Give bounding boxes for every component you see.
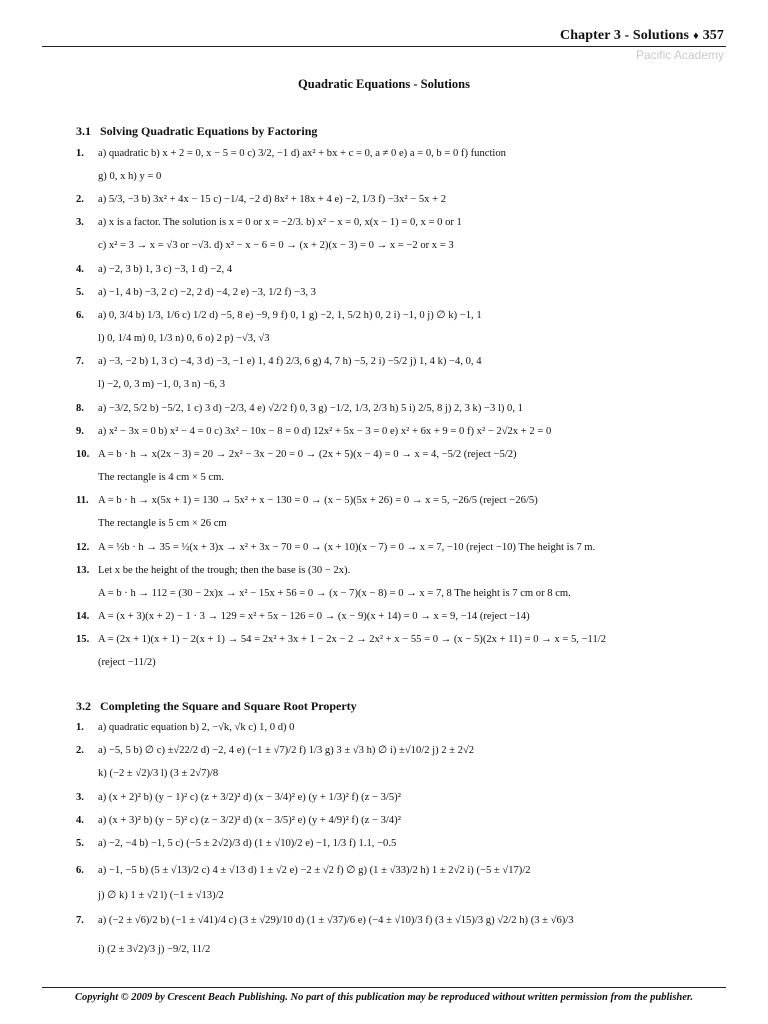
answer-text: The rectangle is 4 cm × 5 cm. <box>98 472 224 483</box>
answer-text: g) 0, x h) y = 0 <box>98 171 162 182</box>
question-number: 7. <box>76 356 84 367</box>
section-heading <box>76 124 317 139</box>
answer-text: a) (x + 2)² b) (y − 1)² c) (z + 3/2)² d) (x − 3/4)² e) (y + 1/3)² f) (z − 3/5)² <box>98 792 401 803</box>
answer-text: a) −2, −4 b) −1, 5 c) (−5 ± 2√2)/3 d) (1 ± √10)/2 e) −1, 1/3 f) 1.1, −0.5 <box>98 838 397 849</box>
question-line <box>76 541 728 555</box>
question-number: 1. <box>76 148 84 159</box>
header-divider <box>42 46 726 47</box>
answer-text: k) (−2 ± √2)/3 l) (3 ± 2√7)/8 <box>98 768 219 779</box>
answer-text: a) −1, −5 b) (5 ± √13)/2 c) 4 ± √13 d) 1 ± √2 e) −2 ± √2 f) ∅ g) (1 ± √33)/2 h) 1 ± 2√2 i) (−5 ± √17)/2 <box>98 865 531 876</box>
question-line <box>76 448 728 462</box>
document-title: Quadratic Equations - Solutions <box>298 77 470 91</box>
answer-text: a) 0, 3/4 b) 1/3, 1/6 c) 1/2 d) −5, 8 e) −9, 9 f) 0, 1 g) −2, 1, 5/2 h) 0, 2 i) −1, 0 j) ∅ k) −1, 1 <box>98 310 482 321</box>
footer-divider <box>42 987 726 988</box>
continuation-line <box>76 889 728 903</box>
question-number: 4. <box>76 815 84 826</box>
question-number: 14. <box>76 611 90 622</box>
question-number: 13. <box>76 565 90 576</box>
diamond-icon: ♦ <box>693 30 699 42</box>
answer-text: i) (2 ± 3√2)/3 j) −9/2, 11/2 <box>98 944 211 955</box>
answer-text: A = b · h → x(2x − 3) = 20 → 2x² − 3x − 20 = 0 → (2x + 5)(x − 4) = 0 → x = 4, −5/2 (reject −5/2) <box>98 449 517 460</box>
question-number: 2. <box>76 745 84 756</box>
question-number: 5. <box>76 838 84 849</box>
question-line <box>76 791 728 805</box>
question-line <box>76 263 728 277</box>
section-heading <box>76 699 357 714</box>
answer-text: A = b · h → 112 = (30 − 2x)x → x² − 15x + 56 = 0 → (x − 7)(x − 8) = 0 → x = 7, 8 The height is 7 cm or 8 cm. <box>98 588 571 599</box>
continuation-line <box>76 517 728 531</box>
continuation-line <box>76 471 728 485</box>
answer-text: A = (2x + 1)(x + 1) − 2(x + 1) → 54 = 2x² + 3x + 1 − 2x − 2 → 2x² + x − 55 = 0 → (x − 5)(2x + 11) = 0 → x = 5, −11/2 <box>98 634 606 645</box>
answer-text: A = ½b · h → 35 = ½(x + 3)x → x² + 3x − 70 = 0 → (x + 10)(x − 7) = 0 → x = 7, −10 (reject −10) The height is 7 m. <box>98 542 596 553</box>
question-number: 8. <box>76 403 84 414</box>
question-line <box>76 864 728 878</box>
question-line <box>76 914 728 928</box>
answer-text: a) −3, −2 b) 1, 3 c) −4, 3 d) −3, −1 e) 1, 4 f) 2/3, 6 g) 4, 7 h) −5, 2 i) −5/2 j) 1, 4 k) −4, 0, 4 <box>98 356 482 367</box>
continuation-line <box>76 332 728 346</box>
answer-text: a) quadratic b) x + 2 = 0, x − 5 = 0 c) 3/2, −1 d) ax² + bx + c = 0, a ≠ 0 e) a = 0, b = 0 f) function <box>98 148 506 159</box>
answer-text: l) −2, 0, 3 m) −1, 0, 3 n) −6, 3 <box>98 379 226 390</box>
watermark: Pacific Academy <box>635 48 724 62</box>
answer-text: a) (x + 3)² b) (y − 5)² c) (z − 3/2)² d) (x − 3/5)² e) (y + 4/9)² f) (z − 3/4)² <box>98 815 401 826</box>
answer-text: a) quadratic equation b) 2, −√k, √k c) 1, 0 d) 0 <box>98 722 295 733</box>
answer-text: The rectangle is 5 cm × 26 cm <box>98 518 227 529</box>
question-number: 11. <box>76 495 89 506</box>
question-number: 10. <box>76 449 90 460</box>
question-number: 7. <box>76 915 84 926</box>
question-number: 15. <box>76 634 90 645</box>
question-line <box>76 744 728 758</box>
continuation-line <box>76 943 728 957</box>
question-number: 3. <box>76 217 84 228</box>
answer-text: A = b · h → x(5x + 1) = 130 → 5x² + x − 130 = 0 → (x − 5)(5x + 26) = 0 → x = 5, −26/5 (reject −26/5) <box>98 495 538 506</box>
question-number: 2. <box>76 194 84 205</box>
question-line <box>76 814 728 828</box>
question-number: 1. <box>76 722 84 733</box>
section-number: 3.1 <box>76 124 91 138</box>
section-number: 3.2 <box>76 699 91 713</box>
continuation-line <box>76 239 728 253</box>
section-title: Completing the Square and Square Root Property <box>100 699 357 713</box>
question-line <box>76 216 728 230</box>
continuation-line <box>76 170 728 184</box>
question-number: 4. <box>76 264 84 275</box>
answer-text: (reject −11/2) <box>98 657 156 668</box>
question-line <box>76 425 728 439</box>
question-number: 12. <box>76 542 90 553</box>
continuation-line <box>76 767 728 781</box>
answer-text: a) −1, 4 b) −3, 2 c) −2, 2 d) −4, 2 e) −3, 1/2 f) −3, 3 <box>98 287 316 298</box>
page-header <box>560 26 724 44</box>
question-number: 3. <box>76 792 84 803</box>
answer-text: c) x² = 3 → x = √3 or −√3. d) x² − x − 6 = 0 → (x + 2)(x − 3) = 0 → x = −2 or x = 3 <box>98 240 454 251</box>
question-line <box>76 721 728 735</box>
question-number: 6. <box>76 865 84 876</box>
answer-text: a) 5/3, −3 b) 3x² + 4x − 15 c) −1/4, −2 d) 8x² + 18x + 4 e) −2, 1/3 f) −3x² − 5x + 2 <box>98 194 446 205</box>
answer-text: a) x is a factor. The solution is x = 0 or x = −2/3. b) x² − x = 0, x(x − 1) = 0, x = 0 or 1 <box>98 217 462 228</box>
continuation-line <box>76 378 728 392</box>
question-line <box>76 494 728 508</box>
continuation-line <box>76 587 728 601</box>
question-number: 9. <box>76 426 84 437</box>
answer-text: a) x² − 3x = 0 b) x² − 4 = 0 c) 3x² − 10x − 8 = 0 d) 12x² + 5x − 3 = 0 e) x² + 6x + 9 = 0 f) x² − 2√2x + 2 = 0 <box>98 426 552 437</box>
answer-text: a) (−2 ± √6)/2 b) (−1 ± √41)/4 c) (3 ± √29)/10 d) (1 ± √37)/6 e) (−4 ± √10)/3 f) (3 ± √15)/3 g) √2/2 h) (3 ± √6)/3 <box>98 915 574 926</box>
answer-text: a) −3/2, 5/2 b) −5/2, 1 c) 3 d) −2/3, 4 e) √2/2 f) 0, 3 g) −1/2, 1/3, 2/3 h) 5 i) 2/5, 8 j) 2, 3 k) −3 l) 0, 1 <box>98 403 523 414</box>
question-line <box>76 837 728 851</box>
answer-text: Let x be the height of the trough; then the base is (30 − 2x). <box>98 565 351 576</box>
copyright-footer: Copyright © 2009 by Crescent Beach Publishing. No part of this publication may be reproduced without written permission from the publisher. <box>74 992 694 1003</box>
question-line <box>76 309 728 323</box>
question-number: 5. <box>76 287 84 298</box>
answer-text: j) ∅ k) 1 ± √2 l) (−1 ± √13)/2 <box>98 890 224 901</box>
page-number: 357 <box>702 28 724 43</box>
question-line <box>76 402 728 416</box>
question-line <box>76 633 728 647</box>
chapter-title: Chapter 3 - Solutions <box>560 28 690 43</box>
answer-text: a) −5, 5 b) ∅ c) ±√22/2 d) −2, 4 e) (−1 ± √7)/2 f) 1/3 g) 3 ± √3 h) ∅ i) ±√10/2 j) 2 ± 2√2 <box>98 745 475 756</box>
answer-text: A = (x + 3)(x + 2) − 1 · 3 → 129 = x² + 5x − 126 = 0 → (x − 9)(x + 14) = 0 → x = 9, −14 (reject −14) <box>98 611 530 622</box>
question-line <box>76 286 728 300</box>
question-line <box>76 564 728 578</box>
question-number: 6. <box>76 310 84 321</box>
question-line <box>76 355 728 369</box>
continuation-line <box>76 656 728 670</box>
question-line <box>76 193 728 207</box>
answer-text: l) 0, 1/4 m) 0, 1/3 n) 0, 6 o) 2 p) −√3, √3 <box>98 333 270 344</box>
answer-text: a) −2, 3 b) 1, 3 c) −3, 1 d) −2, 4 <box>98 264 233 275</box>
question-line <box>76 610 728 624</box>
question-line <box>76 147 728 161</box>
section-title: Solving Quadratic Equations by Factoring <box>100 124 318 138</box>
